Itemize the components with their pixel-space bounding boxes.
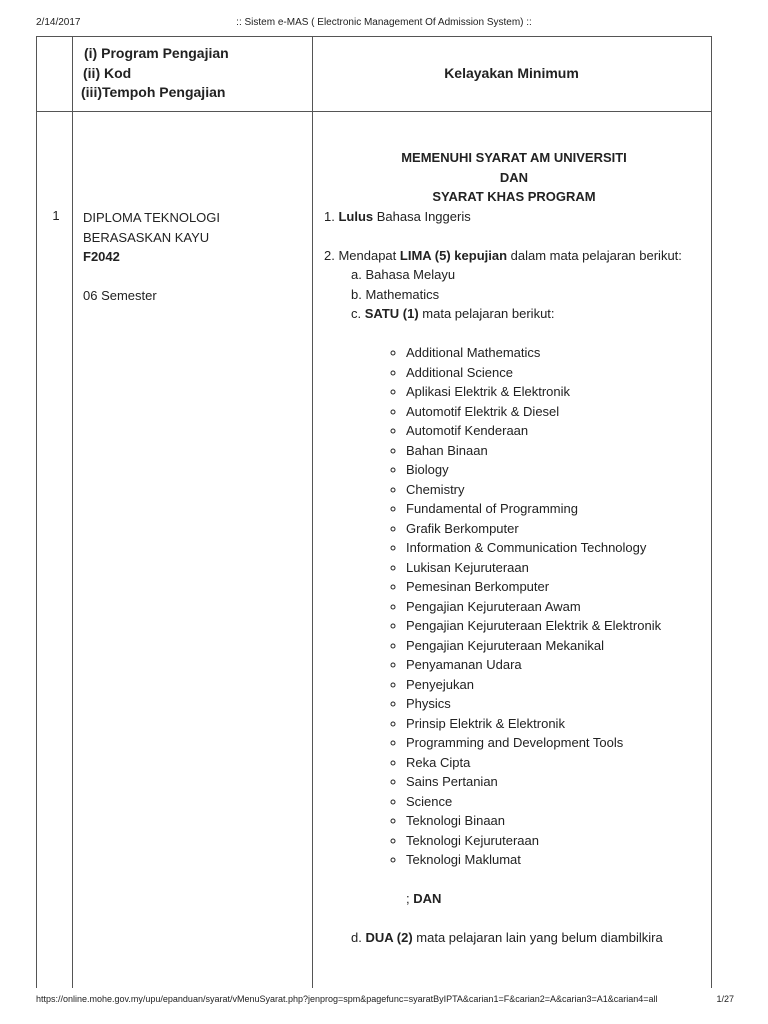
subject-list-item: ◦ Additional Science	[406, 363, 704, 383]
subitem-b: b. Mathematics	[351, 286, 440, 302]
subject-list-item: ◦ Pengajian Kejuruteraan Mekanikal	[406, 636, 704, 656]
subject-list-item: ◦ Additional Mathematics	[406, 343, 704, 363]
program-name-line1: DIPLOMA TEKNOLOGI	[83, 210, 221, 225]
requirements-cell	[324, 148, 704, 948]
subject-list-item: ◦ Bahan Binaan	[406, 441, 704, 461]
program-name-line2: BERASASKAN KAYU	[83, 229, 210, 245]
program-cell	[83, 208, 303, 306]
subject-list-item: ◦ Grafik Berkomputer	[406, 519, 704, 539]
subject-list-item: ◦ Lukisan Kejuruteraan	[406, 558, 704, 578]
requirement-1: 1. Lulus Bahasa Inggeris	[324, 208, 471, 224]
requirement-2-subitems	[324, 265, 704, 324]
subject-list-item: ◦ Sains Pertanian	[406, 772, 704, 792]
subitem-d: d. DUA (2) mata pelajaran lain yang belum diambilkira	[351, 930, 663, 945]
row-number: 1	[52, 208, 60, 223]
subject-list-item: ◦ Teknologi Kejuruteraan	[406, 831, 704, 851]
subject-list-item: ◦ Teknologi Binaan	[406, 811, 704, 831]
subject-list-item: ◦ Aplikasi Elektrik & Elektronik	[406, 382, 704, 402]
subject-list-item: ◦ Programming and Development Tools	[406, 733, 704, 753]
header-duration: (iii)Tempoh Pengajian	[81, 84, 226, 100]
subject-list-item: ◦ Pengajian Kejuruteraan Awam	[406, 597, 704, 617]
print-title: :: Sistem e-MAS ( Electronic Management Of Admission System) ::	[236, 17, 532, 28]
subject-list-item: ◦ Reka Cipta	[406, 753, 704, 773]
table-header-divider	[36, 111, 711, 112]
and-connector: ; DAN	[406, 891, 442, 906]
header-minimum-requirements: Kelayakan Minimum	[444, 65, 579, 81]
subject-list-item: ◦ Automotif Kenderaan	[406, 421, 704, 441]
program-duration: 06 Semester	[83, 288, 157, 303]
print-page-number: 1/27	[716, 994, 734, 1004]
table-border-right	[711, 36, 712, 988]
requirements-heading-3: SYARAT KHAS PROGRAM	[432, 189, 596, 204]
subject-list-item: ◦ Automotif Elektrik & Diesel	[406, 402, 704, 422]
print-url: https://online.mohe.gov.my/upu/epanduan/syarat/vMenuSyarat.php?jenprog=spm&pagefunc=syaratByIPTA&carian1=F&carian2=A&carian3=A1&carian4=all	[36, 994, 658, 1004]
requirements-heading-2: DAN	[499, 169, 529, 185]
table-border-top	[36, 36, 711, 37]
subject-list-item: ◦ Biology	[406, 460, 704, 480]
requirement-2: 2. Mendapat LIMA (5) kepujian dalam mata pelajaran berikut:	[324, 247, 682, 263]
header-program-columns	[76, 44, 312, 103]
subject-list-item: ◦ Prinsip Elektrik & Elektronik	[406, 714, 704, 734]
subject-list-item: ◦ Pengajian Kejuruteraan Elektrik & Elektronik	[406, 616, 704, 636]
table-border-left	[36, 36, 37, 988]
print-date: 2/14/2017	[36, 17, 81, 28]
subject-list-item: ◦ Pemesinan Berkomputer	[406, 577, 704, 597]
subject-list-item: ◦ Physics	[406, 694, 704, 714]
subject-list-item: ◦ Teknologi Maklumat	[406, 850, 704, 870]
subject-list-item: ◦ Penyejukan	[406, 675, 704, 695]
subject-list-item: ◦ Fundamental of Programming	[406, 499, 704, 519]
table-column-divider-1	[72, 36, 73, 988]
requirements-table	[36, 36, 711, 988]
requirements-heading-1: MEMENUHI SYARAT AM UNIVERSITI	[401, 150, 627, 165]
subject-list-item: ◦ Information & Communication Technology	[406, 538, 704, 558]
subject-list	[324, 343, 704, 870]
subitem-a: a. Bahasa Melayu	[351, 267, 456, 282]
program-code: F2042	[83, 249, 120, 264]
subject-list-item: ◦ Penyamanan Udara	[406, 655, 704, 675]
subitem-c: c. SATU (1) mata pelajaran berikut:	[351, 306, 555, 321]
header-program: (i) Program Pengajian	[84, 45, 229, 61]
subject-list-item: ◦ Science	[406, 792, 704, 812]
subject-list-item: ◦ Chemistry	[406, 480, 704, 500]
table-column-divider-2	[312, 36, 313, 988]
header-code: (ii) Kod	[83, 64, 132, 81]
